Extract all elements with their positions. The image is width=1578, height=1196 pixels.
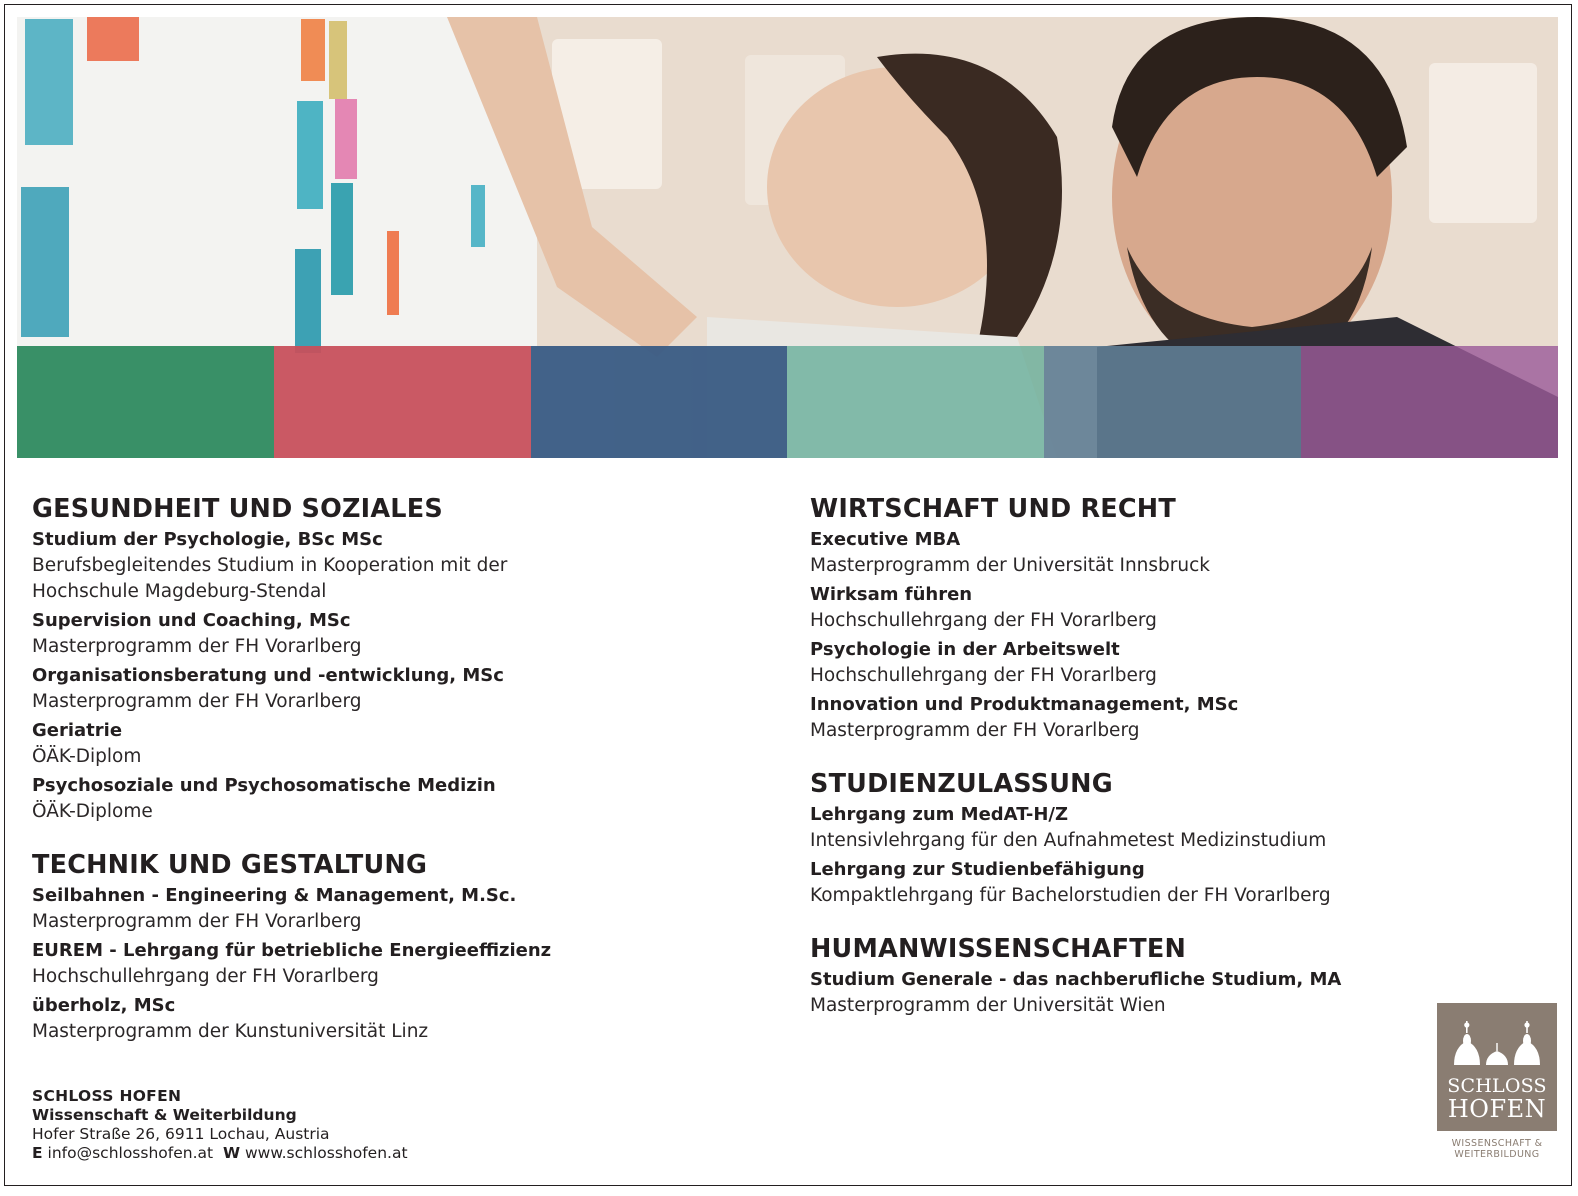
program-title: Executive MBA <box>810 529 961 550</box>
section-wirtschaft <box>810 493 1410 744</box>
program-desc: Hochschullehrgang der FH Vorarlberg <box>32 966 379 987</box>
program-desc: Hochschule Magdeburg-Stendal <box>32 581 327 602</box>
logo-subtitle-line1: WISSENSCHAFT & <box>1451 1138 1543 1149</box>
section-title: STUDIENZULASSUNG <box>810 769 1113 799</box>
band-teal <box>787 346 1044 458</box>
color-bands <box>17 346 1558 458</box>
section-studienzulassung <box>810 768 1410 909</box>
program-title: Psychosoziale und Psychosomatische Medizin <box>32 775 496 796</box>
program-item <box>32 526 762 605</box>
castle-towers-icon <box>1437 1003 1557 1075</box>
program-item <box>810 636 1410 689</box>
program-title: Geriatrie <box>32 720 123 741</box>
footer-org-subtitle: Wissenschaft & Weiterbildung <box>32 1106 297 1124</box>
program-title: überholz, MSc <box>32 995 176 1016</box>
program-title: Wirksam führen <box>810 584 973 605</box>
program-item <box>32 717 762 770</box>
logo-subtitle-line2: WEITERBILDUNG <box>1454 1149 1540 1160</box>
program-desc: Masterprogramm der Universität Wien <box>810 995 1166 1016</box>
program-desc: Masterprogramm der Universität Innsbruck <box>810 555 1211 576</box>
program-desc: ÖÄK-Diplome <box>32 801 153 822</box>
program-item <box>810 801 1410 854</box>
program-desc: Intensivlehrgang für den Aufnahmetest Medizinstudium <box>810 830 1327 851</box>
contact-block <box>32 1087 408 1163</box>
program-item <box>810 526 1410 579</box>
footer-contact-line <box>32 1144 408 1163</box>
band-blue <box>531 346 788 458</box>
advertisement-page <box>4 4 1572 1186</box>
program-desc: Masterprogramm der FH Vorarlberg <box>32 911 362 932</box>
program-title: Lehrgang zur Studienbefähigung <box>810 859 1145 880</box>
section-humanwissenschaften <box>810 933 1410 1019</box>
program-item <box>32 772 762 825</box>
program-desc: ÖÄK-Diplom <box>32 746 142 767</box>
program-title: Studium Generale - das nachberufliche Studium, MA <box>810 969 1342 990</box>
web-key: W <box>222 1144 241 1162</box>
program-title: Psychologie in der Arbeitswelt <box>810 639 1120 660</box>
program-item <box>32 937 762 990</box>
left-column <box>32 493 762 1069</box>
program-item <box>32 992 762 1045</box>
program-title: Lehrgang zum MedAT-H/Z <box>810 804 1069 825</box>
hero-photo <box>17 17 1558 458</box>
email-key: E <box>32 1144 43 1162</box>
program-title: Organisationsberatung und -entwicklung, MSc <box>32 665 504 686</box>
logo-subtitle <box>1437 1138 1557 1160</box>
email-link[interactable]: info@schlosshofen.at <box>47 1144 214 1162</box>
logo-text-schloss: SCHLOSS <box>1447 1075 1547 1097</box>
program-item <box>810 966 1410 1019</box>
logo-text-hofen: HOFEN <box>1447 1095 1547 1123</box>
program-title: Studium der Psychologie, BSc MSc <box>32 529 383 550</box>
section-title: GESUNDHEIT UND SOZIALES <box>32 494 443 524</box>
program-item <box>32 882 762 935</box>
program-item <box>32 607 762 660</box>
section-title: TECHNIK UND GESTALTUNG <box>32 850 428 880</box>
right-column <box>810 493 1410 1043</box>
program-item <box>810 691 1410 744</box>
section-gesundheit <box>32 493 762 825</box>
program-desc: Masterprogramm der Kunstuniversität Linz <box>32 1021 429 1042</box>
program-title: EUREM - Lehrgang für betriebliche Energieeffizienz <box>32 940 552 961</box>
program-title: Supervision und Coaching, MSc <box>32 610 351 631</box>
program-desc: Masterprogramm der FH Vorarlberg <box>32 691 362 712</box>
footer-org-name: SCHLOSS HOFEN <box>32 1087 182 1105</box>
program-desc: Kompaktlehrgang für Bachelorstudien der FH Vorarlberg <box>810 885 1331 906</box>
program-desc: Hochschullehrgang der FH Vorarlberg <box>810 665 1157 686</box>
program-desc: Hochschullehrgang der FH Vorarlberg <box>810 610 1157 631</box>
web-link[interactable]: www.schlosshofen.at <box>245 1144 408 1162</box>
program-title: Innovation und Produktmanagement, MSc <box>810 694 1239 715</box>
program-item <box>810 856 1410 909</box>
program-item <box>32 662 762 715</box>
section-title: HUMANWISSENSCHAFTEN <box>810 934 1186 964</box>
program-item <box>810 581 1410 634</box>
program-desc: Berufsbegleitendes Studium in Kooperation mit der <box>32 555 508 576</box>
program-desc: Masterprogramm der FH Vorarlberg <box>810 720 1140 741</box>
footer-address: Hofer Straße 26, 6911 Lochau, Austria <box>32 1125 330 1143</box>
section-technik <box>32 849 762 1045</box>
program-desc: Masterprogramm der FH Vorarlberg <box>32 636 362 657</box>
band-slate <box>1044 346 1301 458</box>
band-green <box>17 346 274 458</box>
program-title: Seilbahnen - Engineering & Management, M.Sc. <box>32 885 517 906</box>
section-title: WIRTSCHAFT UND RECHT <box>810 494 1176 524</box>
schloss-hofen-logo <box>1437 1003 1557 1131</box>
band-red <box>274 346 531 458</box>
band-purple <box>1301 346 1558 458</box>
